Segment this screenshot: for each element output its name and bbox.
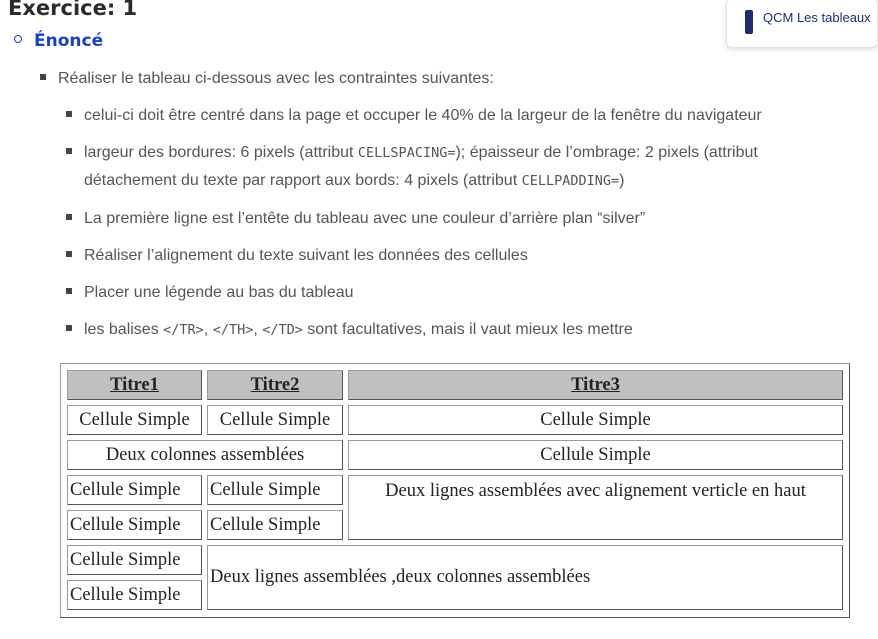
- code-cellspacing: CELLSPACING=: [357, 145, 456, 161]
- table-cell-rowspan-top: Deux lignes assemblées avec alignement verticle en haut: [348, 475, 843, 540]
- qcm-accent-bar: [745, 10, 753, 34]
- exercise-title: Exercice: 1: [8, 0, 138, 20]
- table-cell: Cellule Simple: [348, 405, 843, 435]
- list-item-text: La première ligne est l’entête du tableau avec une couleur d’arrière plan “silver”: [84, 210, 646, 227]
- intro-text: Réaliser le tableau ci-dessous avec les contraintes suivantes:: [58, 70, 494, 87]
- table-cell-colspan: Deux colonnes assemblées: [67, 440, 343, 470]
- list-item-text: ): [619, 172, 625, 189]
- code-tr-tag: </TR>: [163, 322, 204, 338]
- intro-item: [40, 65, 494, 92]
- list-item-text: celui-ci doit être centré dans la page et occuper le 40% de la largeur de la fenêtre du navigateur: [84, 107, 762, 124]
- header-cell-titre3: Titre3: [348, 370, 843, 400]
- table-cell: Cellule Simple: [348, 440, 843, 470]
- header-cell-titre1: Titre1: [67, 370, 202, 400]
- list-item: [66, 316, 633, 344]
- list-item-text: ,: [253, 321, 263, 338]
- list-item: [66, 279, 354, 306]
- table-cell-rowspan-colspan: Deux lignes assemblées ,deux colonnes assemblées: [207, 545, 843, 610]
- table-cell: Cellule Simple: [67, 405, 202, 435]
- section-enonce[interactable]: [14, 31, 103, 51]
- table-cell: Cellule Simple: [67, 510, 202, 540]
- table-cell: Cellule Simple: [207, 510, 343, 540]
- list-item-text: ,: [203, 321, 213, 338]
- square-bullet-icon: [66, 288, 72, 294]
- qcm-link-card[interactable]: [726, 0, 878, 48]
- list-item-text: sont facultatives, mais il vaut mieux les mettre: [302, 321, 633, 338]
- list-item-text: Réaliser l’alignement du texte suivant les données des cellules: [84, 247, 528, 264]
- table-cell: Cellule Simple: [67, 580, 202, 610]
- list-item: [66, 139, 758, 195]
- section-label[interactable]: Énoncé: [34, 31, 104, 51]
- list-item-text: Placer une légende au bas du tableau: [84, 284, 354, 301]
- qcm-link-label[interactable]: QCM Les tableaux: [763, 10, 871, 25]
- list-item-text: les balises: [84, 321, 164, 338]
- square-bullet-icon: [66, 148, 72, 154]
- square-bullet-icon: [66, 214, 72, 220]
- code-td-tag: </TD>: [262, 322, 303, 338]
- code-th-tag: </TH>: [212, 322, 254, 338]
- header-cell-titre2: Titre2: [207, 370, 343, 400]
- square-bullet-icon: [66, 325, 72, 331]
- list-item-text: ); épaisseur de l’ombrage: 2 pixels (attribut: [455, 144, 758, 161]
- table-cell: Cellule Simple: [207, 405, 343, 435]
- circle-bullet-icon: [14, 35, 22, 43]
- square-bullet-icon: [40, 74, 46, 80]
- list-item: [66, 205, 645, 232]
- square-bullet-icon: [66, 251, 72, 257]
- table-cell: Cellule Simple: [67, 475, 202, 505]
- list-item-text: largeur des bordures: 6 pixels (attribut: [84, 144, 358, 161]
- code-cellpadding: CELLPADDING=: [521, 173, 620, 189]
- table-cell: Cellule Simple: [67, 545, 202, 575]
- list-item: [66, 242, 528, 269]
- square-bullet-icon: [66, 111, 72, 117]
- table-cell: Cellule Simple: [207, 475, 343, 505]
- list-item: [66, 102, 762, 129]
- list-item-text: détachement du texte par rapport aux bords: 4 pixels (attribut: [84, 172, 522, 189]
